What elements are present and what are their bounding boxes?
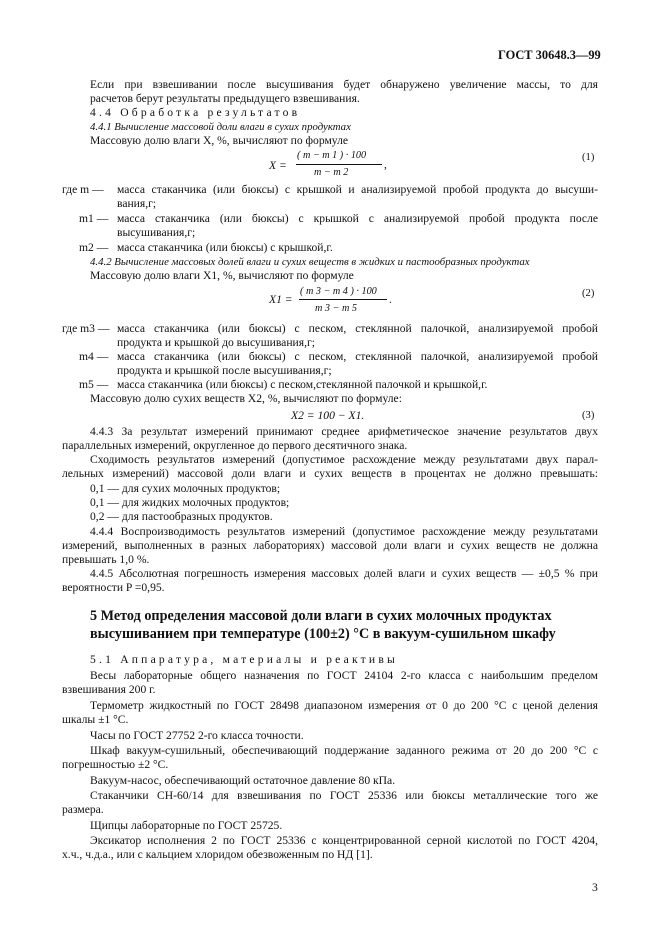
where-desc: масса стаканчика (или бюксы) с песком,стеклянной палочкой и крышкой,г. (117, 378, 488, 391)
paragraph-line: Весы лабораторные общего назначения по ГОСТ 24104 2-го класса с наибольшим пределом (90, 669, 598, 682)
where-desc: масса стаканчика (или бюксы) с крышкой,г. (117, 241, 333, 254)
paragraph-line: 4.4.5 Абсолютная погрешность измерения массовых долей влаги и сухих веществ — ±0,5 % при (90, 567, 598, 580)
paragraph-line: размера. (62, 803, 104, 816)
paragraph-line: Сходимость результатов измерений (допустимое расхождение между результатами двух парал- (90, 453, 598, 466)
paragraph-line: 4.4.4 Воспроизводимость результатов измерений (допустимое расхождение между результатами (90, 525, 598, 538)
section-title: высушиванием при температуре (100±2) °С в вакуум-сушильном шкафу (90, 626, 556, 642)
formula-tail: . (389, 293, 392, 306)
formula-3: X2 = 100 − X1. (291, 409, 365, 422)
page-number: 3 (592, 881, 598, 894)
paragraph-line: Часы по ГОСТ 27752 2-го класса точности. (90, 729, 304, 742)
formula-denominator: m − m 2 (314, 167, 349, 178)
paragraph-line: Эксикатор исполнения 2 по ГОСТ 25336 с концентрированной серной кислотой по ГОСТ 4204, (90, 834, 598, 847)
paragraph-line: Шкаф вакуум-сушильный, обеспечивающий поддержание заданного режима от 20 до 200 °С с (90, 744, 598, 757)
list-item: 0,1 — для жидких молочных продуктов; (90, 496, 290, 509)
formula-number: (2) (582, 288, 595, 299)
where-desc: масса стаканчика (или бюксы) с песком, стеклянной палочкой, анализируемой пробой (117, 322, 598, 335)
list-item: 0,1 — для сухих молочных продуктов; (90, 482, 281, 495)
where-desc: масса стаканчика (или бюксы) с песком, стеклянной палочкой, анализируемой пробой (117, 350, 598, 363)
page-header: ГОСТ 30648.3—99 (498, 48, 601, 62)
formula-tail: , (384, 158, 387, 171)
paragraph-line: Стаканчики СН-60/14 для взвешивания по ГОСТ 25336 или бюксы металлические того же (90, 789, 598, 802)
paragraph-line: лельных измерений) массовой доли влаги и сухих веществ в процентах не должно превышать: (62, 467, 598, 480)
formula-lhs: X = (269, 159, 287, 172)
paragraph-line: 4.4.3 За результат измерений принимают среднее арифметическое значение результатов двух (90, 425, 598, 438)
paragraph-line: шкалы ±1 °С. (62, 713, 129, 726)
where-symbol: где m3 — (62, 322, 110, 335)
formula-intro: Массовую долю влаги X1, %, вычисляют по формуле (90, 269, 354, 282)
formula-numerator: ( m − m 1 ) · 100 (297, 150, 367, 161)
formula-denominator: m 3 − m 5 (315, 303, 357, 314)
subsection-title-4-4-2: 4.4.2 Вычисление массовых долей влаги и сухих веществ в жидких и пастообразных продуктах (90, 256, 530, 268)
where-desc: продукта и крышкой до высушивания,г; (117, 336, 315, 349)
formula-number: (1) (582, 152, 595, 163)
paragraph-line: параллельных измерений, округленное до первого десятичного знака. (62, 439, 408, 452)
formula-lhs: X1 = (269, 293, 293, 306)
paragraph-line: Щипцы лабораторные по ГОСТ 25725. (90, 819, 283, 832)
where-desc: масса стаканчика (или бюксы) с крышкой и анализируемой пробой продукта до высуши- (117, 183, 598, 196)
formula-intro: Массовую долю сухих веществ X2, %, вычисляют по формуле: (90, 392, 402, 405)
paragraph-line: х.ч., ч.д.а., или с кальцием хлоридом обезвоженным по НД [1]. (62, 848, 373, 861)
where-desc: вания,г; (117, 197, 157, 210)
fraction-bar (296, 164, 382, 165)
subsection-title-5-1: 5.1 Аппаратура, материалы и реактивы (90, 653, 398, 666)
subsection-title-4-4: 4.4 Обработка результатов (90, 106, 301, 119)
paragraph-line: измерений, выполненных в разных лабораториях) массовой доли влаги и сухих веществ не должна (62, 539, 598, 552)
section-title: 5 Метод определения массовой доли влаги в сухих молочных продуктах (90, 608, 552, 624)
paragraph-line: Термометр жидкостный по ГОСТ 28498 диапазоном измерения от 0 до 200 °С с ценой деления (90, 699, 598, 712)
where-desc: масса стаканчика (или бюксы) с крышкой с анализируемой пробой продукта после (117, 212, 598, 225)
paragraph-line: превышать 1,0 %. (62, 553, 150, 566)
paragraph-line: Вакуум-насос, обеспечивающий остаточное давление 80 кПа. (90, 774, 396, 787)
paragraph-line: погрешностью ±2 °С. (62, 758, 169, 771)
list-item: 0,2 — для пастообразных продуктов. (90, 510, 273, 523)
formula-number: (3) (582, 410, 595, 421)
where-symbol: m1 — (79, 212, 109, 225)
subsection-title-4-4-1: 4.4.1 Вычисление массовой доли влаги в сухих продуктах (90, 121, 351, 133)
where-symbol: m2 — (79, 241, 109, 254)
where-symbol: m5 — (79, 378, 109, 391)
formula-intro: Массовую долю влаги X, %, вычисляют по формуле (90, 134, 349, 147)
where-desc: высушивания,г; (117, 226, 196, 239)
where-symbol: где m — (62, 183, 104, 196)
formula-numerator: ( m 3 − m 4 ) · 100 (300, 286, 377, 297)
paragraph-line: Если при взвешивании после высушивания будет обнаружено увеличение массы, то для (90, 78, 598, 91)
paragraph-line: взвешивания 200 г. (62, 683, 156, 696)
where-desc: продукта и крышкой после высушивания,г; (117, 364, 332, 377)
paragraph-line: вероятности P =0,95. (62, 581, 165, 594)
where-symbol: m4 — (79, 350, 109, 363)
fraction-bar (299, 299, 387, 300)
paragraph-line: расчетов берут результаты предыдущего взвешивания. (90, 92, 360, 105)
